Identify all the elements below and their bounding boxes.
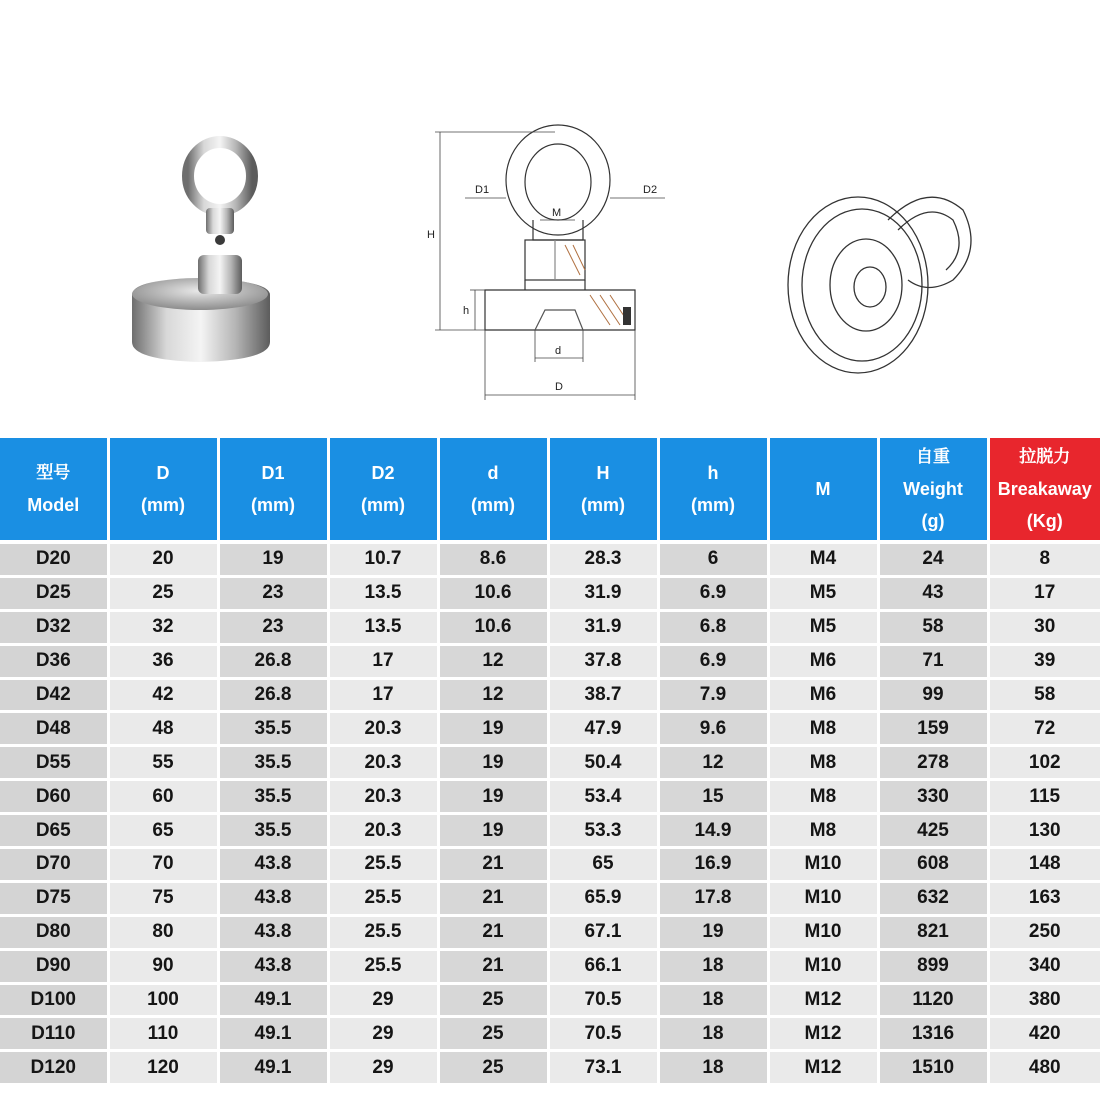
value-cell: 37.8 bbox=[548, 644, 658, 678]
value-cell: 19 bbox=[218, 542, 328, 576]
value-cell: 99 bbox=[878, 678, 988, 712]
value-cell: 19 bbox=[438, 746, 548, 780]
value-cell: M5 bbox=[768, 576, 878, 610]
value-cell: 250 bbox=[988, 915, 1100, 949]
dimension-diagram bbox=[405, 100, 665, 410]
model-cell: D65 bbox=[0, 814, 108, 848]
value-cell: 47.9 bbox=[548, 712, 658, 746]
value-cell: M10 bbox=[768, 848, 878, 882]
model-cell: D55 bbox=[0, 746, 108, 780]
value-cell: 29 bbox=[328, 1051, 438, 1085]
value-cell: 13.5 bbox=[328, 576, 438, 610]
value-cell: 148 bbox=[988, 848, 1100, 882]
value-cell: 7.9 bbox=[658, 678, 768, 712]
value-cell: 80 bbox=[108, 915, 218, 949]
value-cell: 53.3 bbox=[548, 814, 658, 848]
technical-drawing bbox=[405, 100, 665, 410]
value-cell: 8.6 bbox=[438, 542, 548, 576]
product-figures bbox=[0, 0, 1100, 430]
value-cell: 18 bbox=[658, 1051, 768, 1085]
value-cell: 55 bbox=[108, 746, 218, 780]
value-cell: 20.3 bbox=[328, 712, 438, 746]
value-cell: 75 bbox=[108, 881, 218, 915]
value-cell: M8 bbox=[768, 814, 878, 848]
value-cell: 43.8 bbox=[218, 848, 328, 882]
value-cell: 65.9 bbox=[548, 881, 658, 915]
table-row bbox=[0, 949, 1100, 983]
value-cell: 163 bbox=[988, 881, 1100, 915]
value-cell: 49.1 bbox=[218, 983, 328, 1017]
value-cell: 43.8 bbox=[218, 915, 328, 949]
header-m: M bbox=[768, 438, 878, 542]
model-cell: D90 bbox=[0, 949, 108, 983]
table-row bbox=[0, 915, 1100, 949]
value-cell: 17.8 bbox=[658, 881, 768, 915]
value-cell: M8 bbox=[768, 746, 878, 780]
value-cell: M6 bbox=[768, 644, 878, 678]
value-cell: M12 bbox=[768, 1017, 878, 1051]
value-cell: 9.6 bbox=[658, 712, 768, 746]
label-h-lower: h bbox=[463, 305, 470, 317]
value-cell: 35.5 bbox=[218, 780, 328, 814]
value-cell: 90 bbox=[108, 949, 218, 983]
table-row bbox=[0, 983, 1100, 1017]
header-weight: 自重 Weight (g) bbox=[878, 438, 988, 542]
table-row bbox=[0, 814, 1100, 848]
value-cell: 35.5 bbox=[218, 814, 328, 848]
value-cell: 19 bbox=[438, 814, 548, 848]
model-cell: D60 bbox=[0, 780, 108, 814]
model-cell: D80 bbox=[0, 915, 108, 949]
value-cell: 49.1 bbox=[218, 1051, 328, 1085]
product-photo bbox=[120, 110, 270, 380]
value-cell: M4 bbox=[768, 542, 878, 576]
value-cell: 1316 bbox=[878, 1017, 988, 1051]
value-cell: 25 bbox=[108, 576, 218, 610]
table-row bbox=[0, 610, 1100, 644]
value-cell: 25.5 bbox=[328, 915, 438, 949]
value-cell: 65 bbox=[548, 848, 658, 882]
value-cell: 17 bbox=[988, 576, 1100, 610]
label-d-big: D bbox=[555, 381, 563, 393]
value-cell: M8 bbox=[768, 780, 878, 814]
value-cell: 110 bbox=[108, 1017, 218, 1051]
value-cell: 49.1 bbox=[218, 1017, 328, 1051]
value-cell: 25.5 bbox=[328, 881, 438, 915]
table-row bbox=[0, 644, 1100, 678]
value-cell: 31.9 bbox=[548, 576, 658, 610]
value-cell: 21 bbox=[438, 848, 548, 882]
value-cell: 10.6 bbox=[438, 610, 548, 644]
spec-table-body bbox=[0, 542, 1100, 1085]
label-d1: D1 bbox=[475, 184, 490, 196]
value-cell: 21 bbox=[438, 881, 548, 915]
header-d2: D2 (mm) bbox=[328, 438, 438, 542]
table-row bbox=[0, 678, 1100, 712]
value-cell: M6 bbox=[768, 678, 878, 712]
value-cell: 32 bbox=[108, 610, 218, 644]
value-cell: 70.5 bbox=[548, 1017, 658, 1051]
value-cell: 25.5 bbox=[328, 848, 438, 882]
value-cell: 120 bbox=[108, 1051, 218, 1085]
value-cell: 58 bbox=[988, 678, 1100, 712]
value-cell: 16.9 bbox=[658, 848, 768, 882]
value-cell: 26.8 bbox=[218, 678, 328, 712]
value-cell: M10 bbox=[768, 949, 878, 983]
model-cell: D48 bbox=[0, 712, 108, 746]
label-d2: D2 bbox=[643, 184, 658, 196]
header-h: H (mm) bbox=[548, 438, 658, 542]
value-cell: 28.3 bbox=[548, 542, 658, 576]
value-cell: 20 bbox=[108, 542, 218, 576]
table-row bbox=[0, 746, 1100, 780]
value-cell: 6 bbox=[658, 542, 768, 576]
value-cell: 43 bbox=[878, 576, 988, 610]
value-cell: 18 bbox=[658, 983, 768, 1017]
value-cell: M10 bbox=[768, 881, 878, 915]
value-cell: M12 bbox=[768, 983, 878, 1017]
value-cell: 20.3 bbox=[328, 746, 438, 780]
value-cell: 21 bbox=[438, 949, 548, 983]
value-cell: 43.8 bbox=[218, 881, 328, 915]
value-cell: 50.4 bbox=[548, 746, 658, 780]
table-row bbox=[0, 576, 1100, 610]
value-cell: 71 bbox=[878, 644, 988, 678]
value-cell: 102 bbox=[988, 746, 1100, 780]
value-cell: 18 bbox=[658, 949, 768, 983]
value-cell: 39 bbox=[988, 644, 1100, 678]
value-cell: 14.9 bbox=[658, 814, 768, 848]
spec-table bbox=[0, 438, 1100, 1086]
header-row bbox=[0, 438, 1100, 542]
value-cell: 821 bbox=[878, 915, 988, 949]
value-cell: 130 bbox=[988, 814, 1100, 848]
value-cell: 480 bbox=[988, 1051, 1100, 1085]
value-cell: 8 bbox=[988, 542, 1100, 576]
value-cell: 340 bbox=[988, 949, 1100, 983]
isometric-view-image bbox=[778, 170, 978, 380]
value-cell: 38.7 bbox=[548, 678, 658, 712]
value-cell: 23 bbox=[218, 610, 328, 644]
value-cell: 12 bbox=[438, 678, 548, 712]
header-d1: D1 (mm) bbox=[218, 438, 328, 542]
value-cell: 1510 bbox=[878, 1051, 988, 1085]
header-d: D (mm) bbox=[108, 438, 218, 542]
value-cell: 25 bbox=[438, 983, 548, 1017]
value-cell: 42 bbox=[108, 678, 218, 712]
value-cell: 17 bbox=[328, 678, 438, 712]
header-small-h: h (mm) bbox=[658, 438, 768, 542]
value-cell: 425 bbox=[878, 814, 988, 848]
magnet-photo-image bbox=[120, 110, 270, 380]
table-row bbox=[0, 712, 1100, 746]
value-cell: 632 bbox=[878, 881, 988, 915]
value-cell: 29 bbox=[328, 983, 438, 1017]
value-cell: 6.9 bbox=[658, 576, 768, 610]
value-cell: 48 bbox=[108, 712, 218, 746]
value-cell: 73.1 bbox=[548, 1051, 658, 1085]
value-cell: 30 bbox=[988, 610, 1100, 644]
value-cell: 1120 bbox=[878, 983, 988, 1017]
value-cell: 58 bbox=[878, 610, 988, 644]
value-cell: 67.1 bbox=[548, 915, 658, 949]
value-cell: 159 bbox=[878, 712, 988, 746]
value-cell: 36 bbox=[108, 644, 218, 678]
value-cell: 278 bbox=[878, 746, 988, 780]
value-cell: 19 bbox=[438, 780, 548, 814]
value-cell: 10.7 bbox=[328, 542, 438, 576]
model-cell: D120 bbox=[0, 1051, 108, 1085]
model-cell: D42 bbox=[0, 678, 108, 712]
table-row bbox=[0, 780, 1100, 814]
value-cell: 66.1 bbox=[548, 949, 658, 983]
value-cell: 12 bbox=[438, 644, 548, 678]
value-cell: 100 bbox=[108, 983, 218, 1017]
value-cell: 20.3 bbox=[328, 814, 438, 848]
value-cell: 72 bbox=[988, 712, 1100, 746]
value-cell: 53.4 bbox=[548, 780, 658, 814]
value-cell: M10 bbox=[768, 915, 878, 949]
value-cell: 21 bbox=[438, 915, 548, 949]
value-cell: M5 bbox=[768, 610, 878, 644]
table-row bbox=[0, 848, 1100, 882]
value-cell: 19 bbox=[438, 712, 548, 746]
value-cell: 25 bbox=[438, 1017, 548, 1051]
value-cell: 15 bbox=[658, 780, 768, 814]
model-cell: D20 bbox=[0, 542, 108, 576]
table-row bbox=[0, 542, 1100, 576]
value-cell: 26.8 bbox=[218, 644, 328, 678]
value-cell: 330 bbox=[878, 780, 988, 814]
value-cell: 70 bbox=[108, 848, 218, 882]
table-row bbox=[0, 1051, 1100, 1085]
header-small-d: d (mm) bbox=[438, 438, 548, 542]
model-cell: D25 bbox=[0, 576, 108, 610]
value-cell: 25.5 bbox=[328, 949, 438, 983]
value-cell: 13.5 bbox=[328, 610, 438, 644]
isometric-drawing bbox=[778, 170, 978, 380]
value-cell: 35.5 bbox=[218, 746, 328, 780]
table-row bbox=[0, 1017, 1100, 1051]
value-cell: 115 bbox=[988, 780, 1100, 814]
table-row bbox=[0, 881, 1100, 915]
value-cell: 70.5 bbox=[548, 983, 658, 1017]
model-cell: D70 bbox=[0, 848, 108, 882]
value-cell: 380 bbox=[988, 983, 1100, 1017]
label-d-small: d bbox=[555, 345, 562, 357]
model-cell: D36 bbox=[0, 644, 108, 678]
label-h-upper: H bbox=[427, 229, 435, 241]
value-cell: 19 bbox=[658, 915, 768, 949]
header-model: 型号 Model bbox=[0, 438, 108, 542]
value-cell: 608 bbox=[878, 848, 988, 882]
value-cell: 12 bbox=[658, 746, 768, 780]
value-cell: M12 bbox=[768, 1051, 878, 1085]
value-cell: 420 bbox=[988, 1017, 1100, 1051]
value-cell: 35.5 bbox=[218, 712, 328, 746]
value-cell: 25 bbox=[438, 1051, 548, 1085]
value-cell: 29 bbox=[328, 1017, 438, 1051]
value-cell: 6.9 bbox=[658, 644, 768, 678]
value-cell: 65 bbox=[108, 814, 218, 848]
header-breakaway: 拉脱力 Breakaway (Kg) bbox=[988, 438, 1100, 542]
value-cell: 10.6 bbox=[438, 576, 548, 610]
value-cell: 23 bbox=[218, 576, 328, 610]
label-m: M bbox=[552, 207, 562, 219]
value-cell: 24 bbox=[878, 542, 988, 576]
value-cell: 20.3 bbox=[328, 780, 438, 814]
value-cell: M8 bbox=[768, 712, 878, 746]
model-cell: D75 bbox=[0, 881, 108, 915]
model-cell: D100 bbox=[0, 983, 108, 1017]
value-cell: 43.8 bbox=[218, 949, 328, 983]
value-cell: 17 bbox=[328, 644, 438, 678]
model-cell: D32 bbox=[0, 610, 108, 644]
value-cell: 899 bbox=[878, 949, 988, 983]
model-cell: D110 bbox=[0, 1017, 108, 1051]
value-cell: 18 bbox=[658, 1017, 768, 1051]
value-cell: 31.9 bbox=[548, 610, 658, 644]
value-cell: 60 bbox=[108, 780, 218, 814]
value-cell: 6.8 bbox=[658, 610, 768, 644]
